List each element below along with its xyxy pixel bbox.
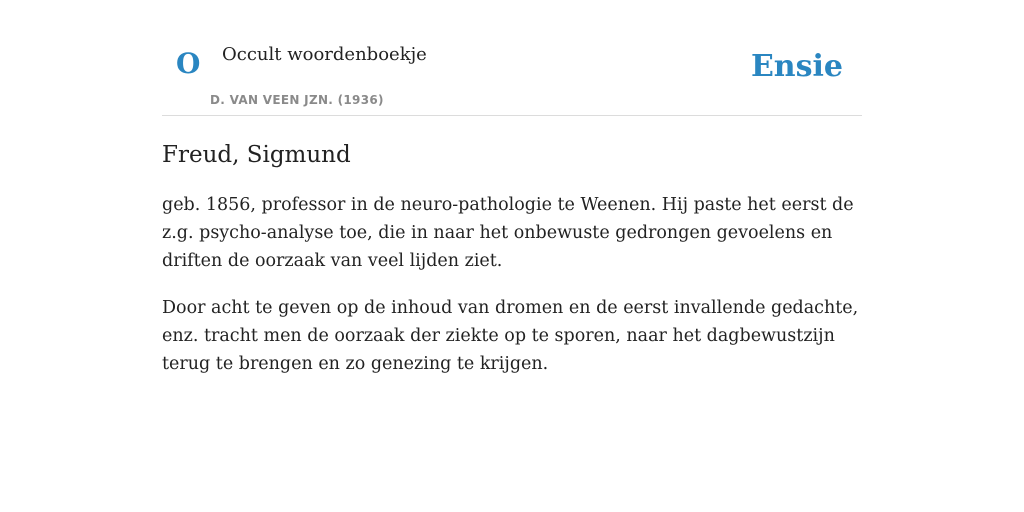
page bbox=[162, 0, 862, 378]
ensie-logo[interactable]: Ensie bbox=[750, 49, 843, 84]
entry-title: Freud, Sigmund bbox=[162, 142, 351, 168]
book-title[interactable]: Occult woordenboekje bbox=[222, 44, 427, 65]
entry-paragraph: geb. 1856, professor in de neuro-pathologie te Weenen. Hij paste het eerst de z.g. psycho-analyse toe, die in naar het onbewuste gedrongen gevoelens en driften de oorzaak van veel lijden ziet. bbox=[162, 195, 854, 271]
entry-paragraph: Door acht te geven op de inhoud van dromen en de eerst invallende gedachte, enz. tracht men de oorzaak der ziekte op te sporen, naar het dagbewustzijn terug te brengen en zo genezing te krijgen. bbox=[162, 298, 859, 374]
book-header bbox=[162, 0, 862, 116]
book-letter: O bbox=[176, 47, 201, 80]
book-author: D. VAN VEEN JZN. (1936) bbox=[210, 93, 384, 107]
